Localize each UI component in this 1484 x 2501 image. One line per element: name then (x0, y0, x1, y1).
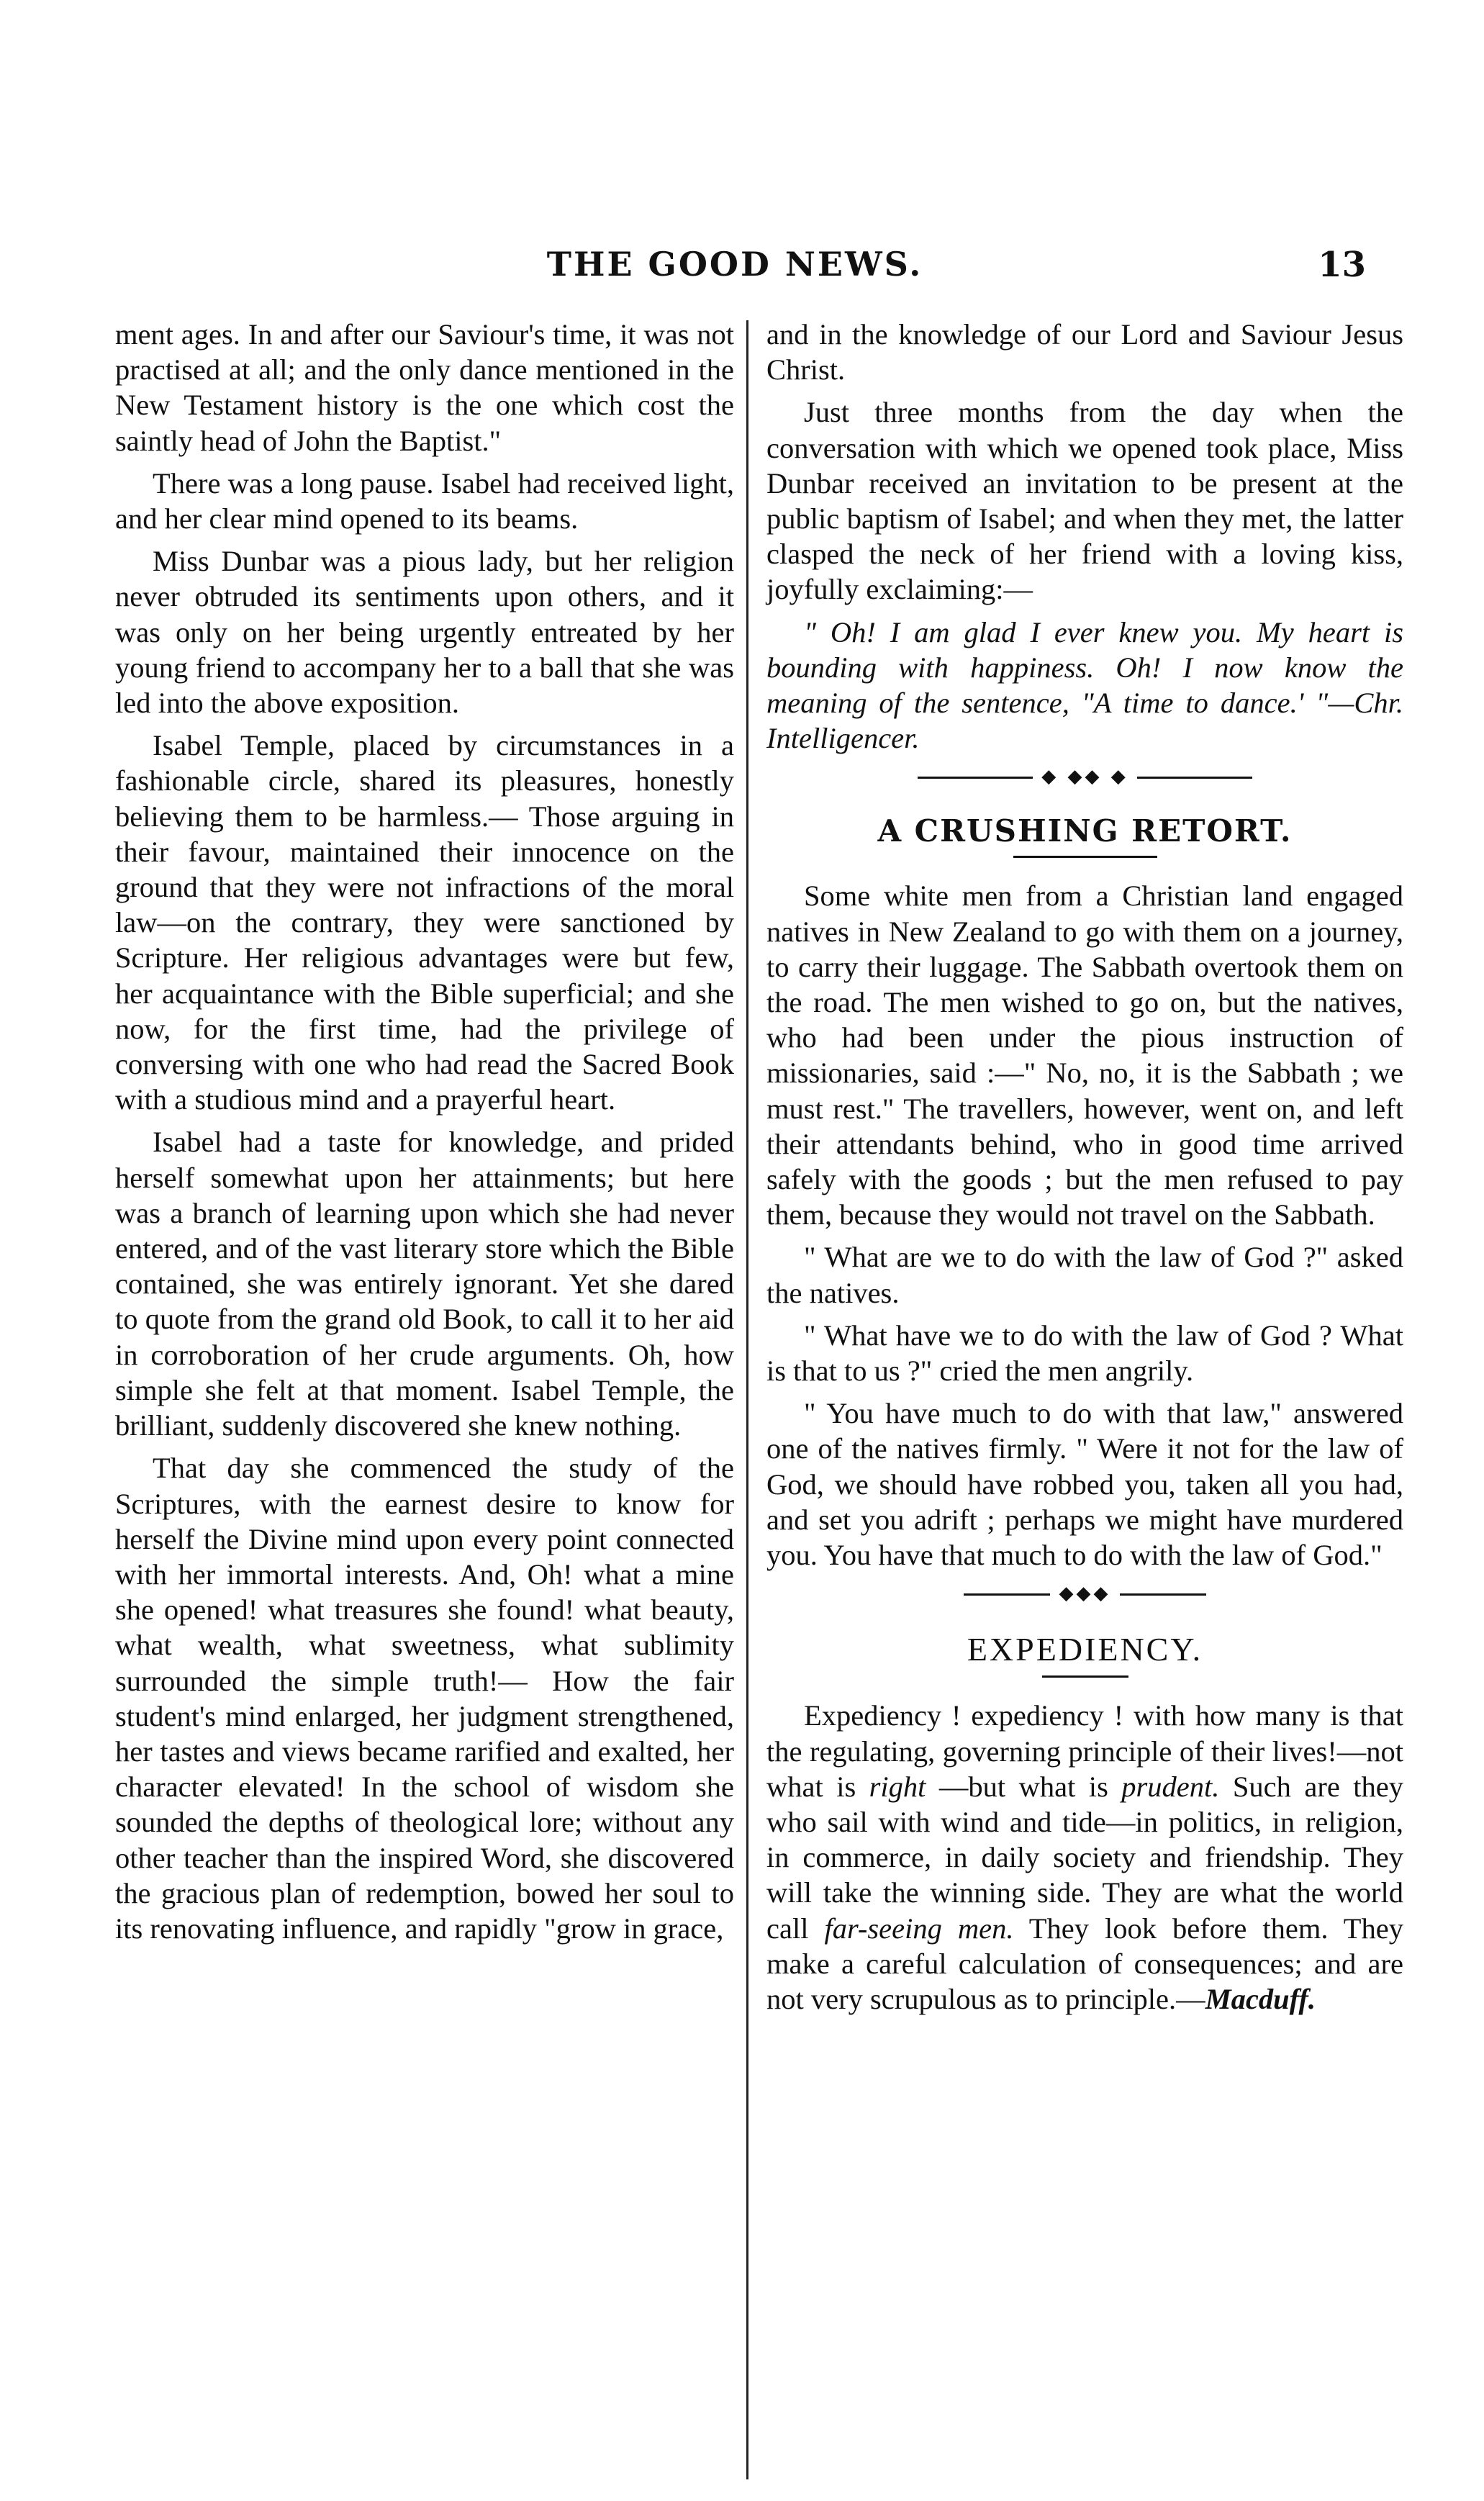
paragraph: " You have much to do with that law," answered one of the natives firmly. " Were it not for the law of God, we should have robbed you, taken all you had, and set you adrift ; perhaps we might have murdered you. You have that much to do with the law of God." (766, 1397, 1403, 1572)
ornamental-rule: ◆ ◆◆ ◆ (766, 766, 1403, 787)
title-rule (1042, 1675, 1128, 1678)
title-rule (1013, 856, 1157, 858)
left-column (115, 317, 734, 1953)
closing-quote: " Oh! I am glad I ever knew you. My heart is bounding with happiness. Oh! I now know the meaning of the sentence, "A time to dance.' "—Chr. Intelligencer. (766, 615, 1403, 755)
paragraph: ment ages. In and after our Saviour's time, it was not practised at all; and the only dance mentioned in the New Testament history is the one which cost the saintly head of John the Baptist." (115, 318, 734, 457)
paragraph: " What are we to do with the law of God ?" asked the natives. (766, 1241, 1403, 1309)
periodical-title: THE GOOD NEWS. (546, 245, 923, 284)
paragraph: There was a long pause. Isabel had received light, and her clear mind opened to its beams. (115, 466, 734, 535)
paragraph: " What have we to do with the law of God ? What is that to us ?" cried the men angrily. (766, 1319, 1403, 1388)
paragraph: Miss Dunbar was a pious lady, but her religion never obtruded its sentiments upon others, and it was only on her being urgently entreated by her young friend to accompany her to a ball that she was led into the above exposition. (115, 545, 734, 720)
article-title-expediency: EXPEDIENCY. (967, 1631, 1203, 1668)
column-divider (746, 320, 748, 2479)
paragraph: and in the knowledge of our Lord and Saviour Jesus Christ. (766, 318, 1403, 386)
running-head (115, 245, 1366, 288)
ornamental-rule: ◆◆◆ (766, 1583, 1403, 1604)
paragraph: That day she commenced the study of the Scriptures, with the earnest desire to know for herself the Divine mind upon every point connected with her immortal interests. And, Oh! what a mine she opened! what treasures she found! what beauty, what wealth, what sweetness, what sublimity surrounded the simple truth!— How the fair student's mind enlarged, her judgment strengthened, her tastes and views became rarified and exalted, her character elevated! In the school of wisdom she sounded the depths of theological lore; without any other teacher than the inspired Word, she discovered the gracious plan of redemption, bowed her soul to its renovating influence, and rapidly "grow in grace, (115, 1452, 734, 1945)
page-number: 13 (1318, 245, 1366, 285)
paragraph: Expediency ! expediency ! with how many is that the regulating, governing principle of their lives!—not what is right —but what is prudent. Such are they who sail with wind and tide—in politics, in religion, in commerce, in daily society and friendship. They will take the winning side. They are what the world call far-seeing men. They look before them. They make a careful calculation of consequences; and are not very scrupulous as to principle.—Macduff. (766, 1699, 1403, 2015)
article-title-crushing-retort: A CRUSHING RETORT. (877, 813, 1293, 849)
paragraph: Some white men from a Christian land engaged natives in New Zealand to go with them on a journey, to carry their luggage. The Sabbath overtook them on the road. The men wished to go on, but the natives, who had been under the pious instruction of missionaries, said :—" No, no, it is the Sabbath ; we must rest." The travellers, however, went on, and left their attendants behind, who in good time arrived safely with the goods ; but the men refused to pay them, because they would not travel on the Sabbath. (766, 879, 1403, 1231)
right-column (766, 317, 1403, 2024)
paragraph: Isabel Temple, placed by circumstances in a fashionable circle, shared its pleasures, honestly believing them to be harmless.— Those arguing in their favour, maintained their innocence on the ground that they were not infractions of the moral law—on the contrary, they were sanctioned by Scripture. Her religious advantages were but few, her acquaintance with the Bible superficial; and she now, for the first time, had the privilege of conversing with one who had read the Sacred Book with a studious mind and a prayerful heart. (115, 729, 734, 1116)
paragraph: Isabel had a taste for knowledge, and prided herself somewhat upon her attainments; but here was a branch of learning upon which she had never entered, and of the vast literary store which the Bible contained, she was entirely ignorant. Yet she dared to quote from the grand old Book, to call it to her aid in corroboration of her crude arguments. Oh, how simple she felt at that moment. Isabel Temple, the brilliant, suddenly discovered she knew nothing. (115, 1126, 734, 1442)
paragraph: Just three months from the day when the conversation with which we opened took place, Miss Dunbar received an invitation to be present at the public baptism of Isabel; and when they met, the latter clasped the neck of her friend with a loving kiss, joyfully exclaiming:— (766, 396, 1403, 606)
